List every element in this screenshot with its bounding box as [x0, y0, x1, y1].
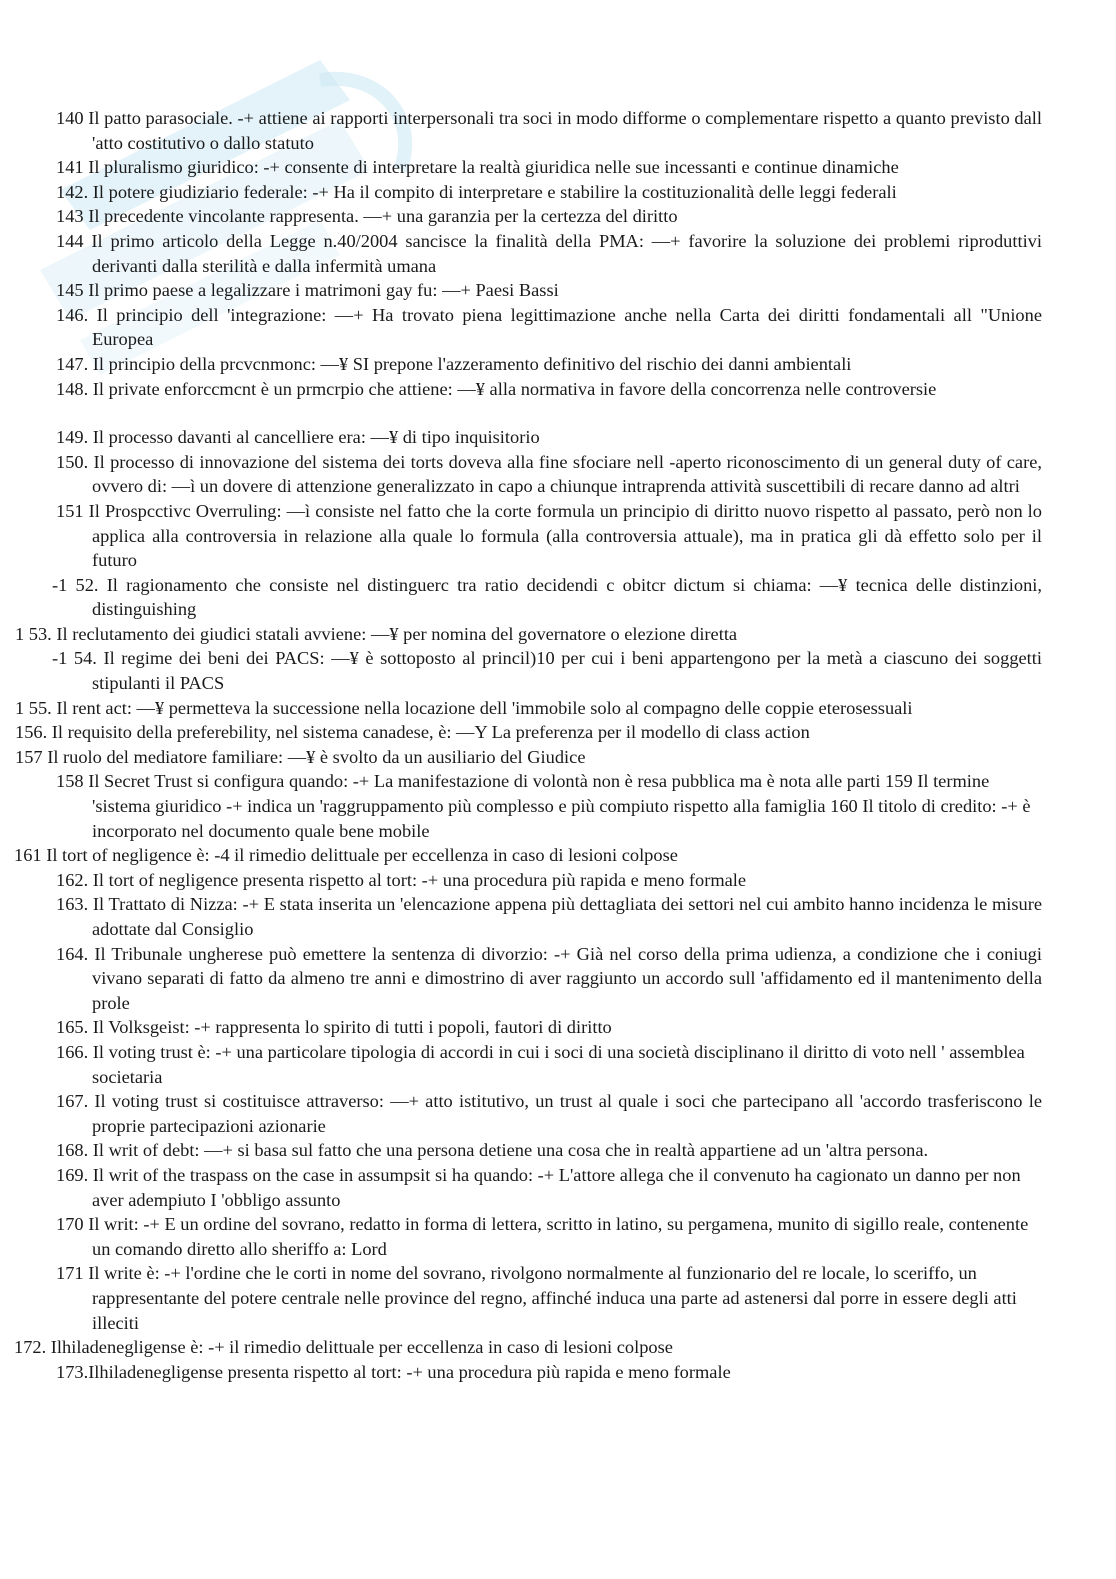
list-item: 146. Il principio dell 'integrazione: —+ Ha trovato piena legittimazione anche nella Carta dei diritti fondamentali all "Unione Europea — [56, 304, 1042, 350]
list-item: 141 Il pluralismo giuridico: -+ consente di interpretare la realtà giuridica nelle sue incessanti e continue dinamiche — [56, 157, 899, 178]
list-item: 144 Il primo articolo della Legge n.40/2004 sancisce la finalità della PMA: —+ favorire la soluzione dei problemi riproduttivi derivanti dalla sterilità e dalla infermità umana — [56, 230, 1042, 276]
list-item: 156. Il requisito della preferebility, nel sistema canadese, è: —Y La preferenza per il modello di class action — [15, 722, 810, 743]
list-item: 171 Il write è: -+ l'ordine che le corti in nome del sovrano, rivolgono normalmente al funzionario del re locale, lo sceriffo, un rappresentante del potere centrale nelle province del regno, affinché induca una parte ad astenersi dal porre in essere degli atti illeciti — [56, 1263, 1017, 1333]
list-item: 172. Ilhiladenegligense è: -+ il rimedio delittuale per eccellenza in caso di lesioni colpose — [14, 1337, 673, 1358]
list-item: 164. Il Tribunale ungherese può emettere la sentenza di divorzio: -+ Già nel corso della prima udienza, a condizione che i coniugi vivano separati di fatto da almeno tre anni e dimostrino di aver raggiunto un accordo sull 'affidamento ed il mantenimento della prole — [56, 943, 1042, 1013]
list-item: 173.Ilhiladenegligense presenta rispetto al tort: -+ una procedura più rapida e meno formale — [56, 1361, 731, 1382]
list-item: 169. Il writ of the traspass on the case in assumpsit si ha quando: -+ L'attore allega che il convenuto ha cagionato un danno per non aver adempiuto I 'obbligo assunto — [56, 1164, 1021, 1210]
list-item: -1 52. Il ragionamento che consiste nel distinguerc tra ratio decidendi c obitcr dictum si chiama: —¥ tecnica delle distinzioni, distinguishing — [52, 574, 1042, 620]
list-item: 1 53. Il reclutamento dei giudici statali avviene: —¥ per nomina del governatore o elezione diretta — [15, 623, 738, 644]
list-item: 168. Il writ of debt: —+ si basa sul fatto che una persona detiene una cosa che in realtà appartiene ad un 'altra persona. — [56, 1140, 929, 1161]
list-item: 158 Il Secret Trust si configura quando: -+ La manifestazione di volontà non è resa pubblica ma è nota alle parti 159 Il termine 'sistema giuridico -+ indica un 'raggruppamento più complesso e più compiuto rispetto alla famiglia 160 Il titolo di credito: -+ è incorporato nel documento quale bene mobile — [56, 771, 1031, 841]
list-item: 145 Il primo paese a legalizzare i matrimoni gay fu: —+ Paesi Bassi — [56, 280, 559, 301]
document-page — [0, 106, 1116, 1384]
list-item: 161 Il tort of negligence è: -4 il rimedio delittuale per eccellenza in caso di lesioni colpose — [14, 845, 678, 866]
list-item: 140 Il patto parasociale. -+ attiene ai rapporti interpersonali tra soci in modo difforme o complementare rispetto a quanto previsto dall 'atto costitutivo o dallo statuto — [56, 108, 1042, 153]
list-item: 166. Il voting trust è: -+ una particolare tipologia di accordi in cui i soci di una società disciplinano il diritto di voto nell ' assemblea societaria — [56, 1041, 1025, 1087]
list-item: 147. Il principio della prcvcnmonc: —¥ SI prepone l'azzeramento definitivo del rischio dei danni ambientali — [56, 353, 852, 374]
list-item: 151 Il Prospcctivc Overruling: —ì consiste nel fatto che la corte formula un principio di diritto nuovo rispetto al passato, però non lo applica alla controversia in relazione alla quale lo formula (alla controversia attuale), ma in pratica gli dà effetto solo per il futuro — [56, 500, 1042, 571]
list-item: 167. Il voting trust si costituisce attraverso: —+ atto istitutivo, un trust al quale i soci che partecipano all 'accordo trasferiscono le proprie partecipazioni azionarie — [56, 1091, 1042, 1136]
list-item: 162. Il tort of negligence presenta rispetto al tort: -+ una procedura più rapida e meno formale — [56, 869, 747, 890]
list-item: 170 Il writ: -+ E un ordine del sovrano, redatto in forma di lettera, scritto in latino, su pergamena, munito di sigillo reale, contenente un comando diretto allo sheriffo a: Lord — [56, 1214, 1029, 1259]
list-item: 143 Il precedente vincolante rappresenta. —+ una garanzia per la certezza del diritto — [56, 206, 678, 227]
list-item: 150. Il processo di innovazione del sistema dei torts doveva alla fine sfociare nell -aperto riconoscimento di un general duty of care, ovvero di: —ì un dovere di attenzione generalizzato in capo a chiunque intraprenda attività suscettibili di recare danno ad altri — [56, 451, 1042, 497]
list-item: 157 Il ruolo del mediatore familiare: —¥ è svolto da un ausiliario del Giudice — [15, 746, 586, 767]
list-item: 149. Il processo davanti al cancelliere era: —¥ di tipo inquisitorio — [56, 427, 540, 448]
list-item: 148. Il private enforccmcnt è un prmcrpio che attiene: —¥ alla normativa in favore della concorrenza nelle controversie — [56, 378, 937, 399]
list-item: 165. Il Volksgeist: -+ rappresenta lo spirito di tutti i popoli, fautori di diritto — [56, 1017, 612, 1038]
list-item: 163. Il Trattato di Nizza: -+ E stata inserita un 'elencazione appena più dettagliata dei settori nel cui ambito hanno incidenza le misure adottate dal Consiglio — [56, 894, 1042, 939]
list-item: 142. Il potere giudiziario federale: -+ Ha il compito di interpretare e stabilire la costituzionalità delle leggi federali — [56, 181, 897, 202]
list-item: 1 55. Il rent act: —¥ permetteva la successione nella locazione dell 'immobile solo al compagno delle coppie eterosessuali — [15, 697, 913, 718]
list-item: -1 54. Il regime dei beni dei PACS: —¥ è sottoposto al princil)10 per cui i beni appartengono per la metà a ciascuno dei soggetti stipulanti il PACS — [52, 648, 1042, 694]
